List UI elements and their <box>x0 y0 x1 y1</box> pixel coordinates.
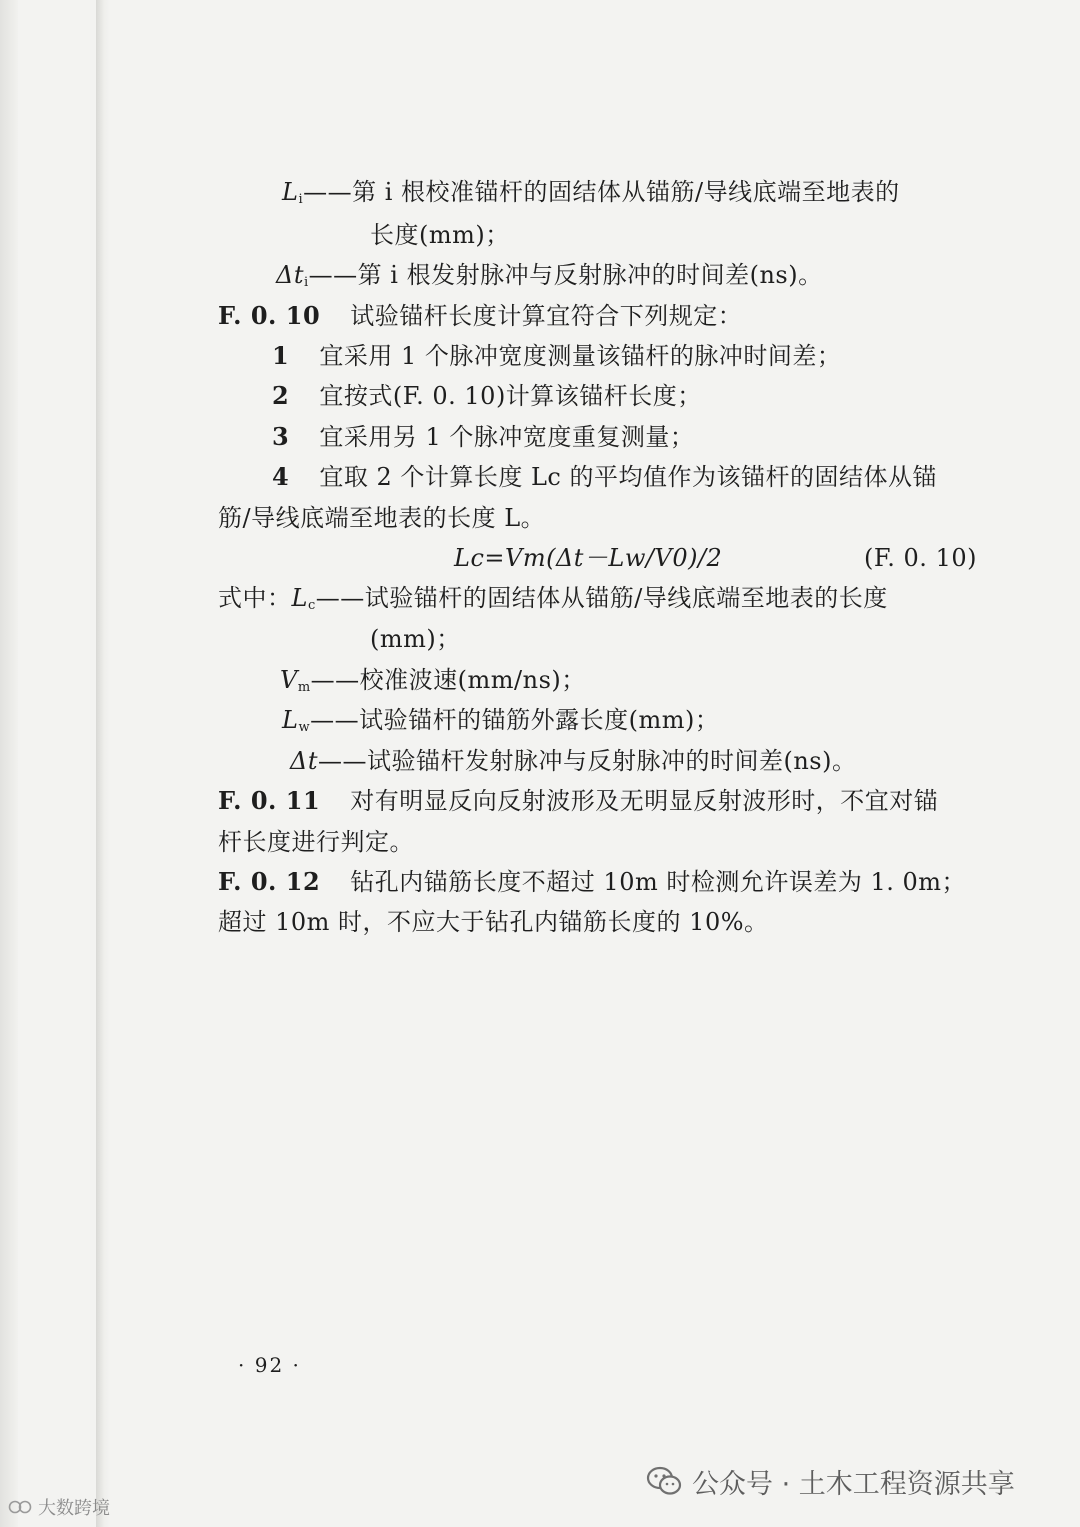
watermark <box>646 1461 1015 1501</box>
symbol-dt: Δt <box>290 747 318 775</box>
def-lc-cont: (mm)； <box>370 625 461 653</box>
symbol-lc-sub: c <box>307 598 316 613</box>
def-lw-text: ——试验锚杆的锚筋外露长度(mm)； <box>310 706 720 734</box>
def-lw-line <box>282 704 719 736</box>
def-dti-line <box>276 259 823 291</box>
list-item <box>272 421 694 453</box>
list-item-number: 2 <box>272 381 290 410</box>
symbol-lc: L <box>291 584 308 612</box>
formula: Lc=Vm(Δt－Lw/V0)/2 <box>454 544 723 572</box>
list-item-text: 宜按式(F. 0. 10)计算该锚杆长度； <box>319 382 702 410</box>
symbol-lw: L <box>282 706 299 734</box>
list-item-text: 宜采用另 1 个脉冲宽度重复测量； <box>319 423 695 451</box>
def-li-line <box>282 176 900 208</box>
section-title: 试验锚杆长度计算宜符合下列规定： <box>350 302 743 330</box>
page-gutter-shadow <box>96 0 110 1527</box>
def-dti-text: ——第 i 根发射脉冲与反射脉冲的时间差(ns)。 <box>308 261 823 289</box>
corner-watermark-text: 大数跨境 <box>38 1498 110 1519</box>
symbol-dti-sub: i <box>303 275 309 290</box>
formula-number: (F. 0. 10) <box>864 544 977 572</box>
list-item-number: 3 <box>272 422 290 451</box>
list-item-text: 宜取 2 个计算长度 Lc 的平均值作为该锚杆的固结体从锚 <box>319 463 938 491</box>
symbol-dti: Δt <box>276 261 304 289</box>
list-item <box>272 380 702 412</box>
def-dt-line <box>290 745 856 777</box>
scan-edge <box>0 0 18 1527</box>
section-f012-cont: 超过 10m 时，不应大于钻孔内锚筋长度的 10%。 <box>218 908 769 936</box>
list-item-text: 宜采用 1 个脉冲宽度测量该锚杆的脉冲时间差； <box>319 342 842 370</box>
def-lc-text: ——试验锚杆的固结体从锚筋/导线底端至地表的长度 <box>315 584 888 612</box>
def-li-cont: 长度(mm)； <box>370 221 510 249</box>
section-number: F. 0. 11 <box>218 786 321 815</box>
list-item-number: 4 <box>272 462 290 491</box>
symbol-li-sub: i <box>298 192 304 207</box>
section-number: F. 0. 12 <box>218 867 321 896</box>
symbol-lw-sub: w <box>298 720 311 735</box>
symbol-vm-sub: m <box>297 680 311 695</box>
section-f011 <box>218 785 938 817</box>
section-f012 <box>218 866 966 898</box>
list-item-number: 1 <box>272 341 290 370</box>
watermark-text: 公众号 · 土木工程资源共享 <box>692 1468 1015 1500</box>
where-prefix: 式中： <box>218 584 292 612</box>
list-item <box>272 461 937 493</box>
section-text: 对有明显反向反射波形及无明显反射波形时，不宜对锚 <box>350 787 939 815</box>
symbol-vm: V <box>280 666 298 694</box>
section-f010-heading <box>218 300 742 332</box>
where-lc-line <box>218 582 888 614</box>
link-logo-icon <box>8 1498 34 1516</box>
page-number: · 92 · <box>238 1353 301 1377</box>
def-vm-text: ——校准波速(mm/ns)； <box>310 666 586 694</box>
section-f011-cont: 杆长度进行判定。 <box>218 828 414 856</box>
section-number: F. 0. 10 <box>218 301 321 330</box>
def-vm-line <box>280 664 586 696</box>
list-item <box>272 340 841 372</box>
symbol-li: L <box>282 178 299 206</box>
def-dt-text: ——试验锚杆发射脉冲与反射脉冲的时间差(ns)。 <box>317 747 857 775</box>
wechat-logo-icon <box>646 1466 682 1496</box>
section-text: 钻孔内锚筋长度不超过 10m 时检测允许误差为 1. 0m； <box>350 868 967 896</box>
def-li-text: ——第 i 根校准锚杆的固结体从锚筋/导线底端至地表的 <box>303 178 900 206</box>
list-item-cont: 筋/导线底端至地表的长度 L。 <box>218 504 546 532</box>
corner-watermark <box>8 1494 110 1520</box>
